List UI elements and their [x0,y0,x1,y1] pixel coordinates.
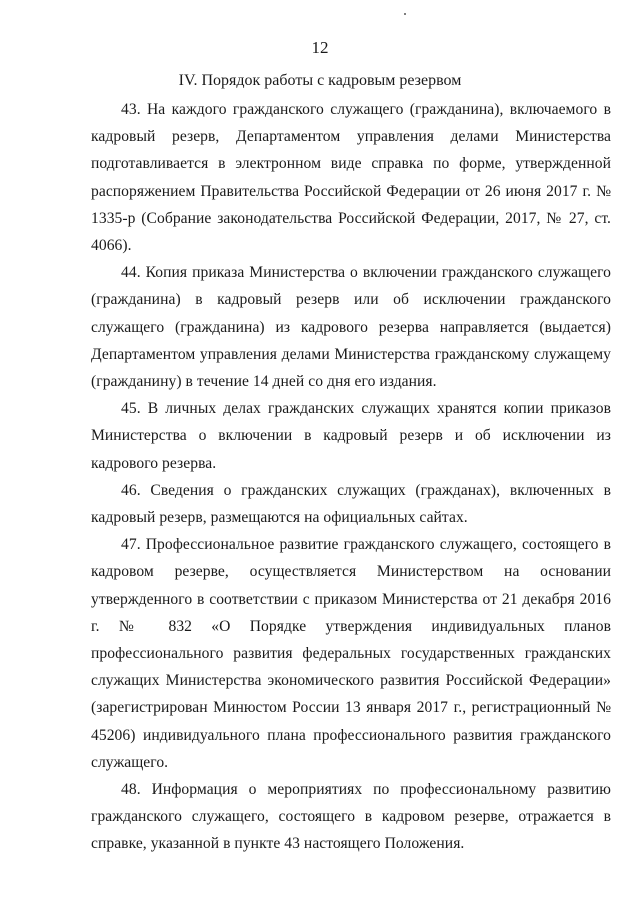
paragraph-44: 44. Копия приказа Министерства о включении гражданского служащего (гражданина) в кадровый резерв или об исключении гражданского служащего (гражданина) из кадрового резерва направляется (выдается) Департаментом управления делами Министерства гражданскому служащему (гражданину) в течение 14 дней со дня его издания. [91,264,611,391]
paragraph-47: 47. Профессиональное развитие гражданского служащего, состоящего в кадровом резерве, осуществляется Министерством на основании утвержденного в соответствии с приказом Министерства от 21 декабря 2016 г. № 832 «О Порядке утверждения индивидуальных планов профессионального развития федеральных государственных гражданских служащих Министерства экономического развития Российской Федерации» (зарегистрирован Минюстом России 13 января 2017 г., регистрационный № 45206) индивидуального плана профессионального развития гражданского служащего. [91,536,611,771]
section-heading: IV. Порядок работы с кадровым резервом [178,72,462,89]
scan-speck [404,13,406,15]
document-body [91,96,611,858]
page-number: 12 [311,38,329,57]
paragraph-43: 43. На каждого гражданского служащего (гражданина), включаемого в кадровый резерв, Департаментом управления делами Министерства подготавливается в электронном виде справка по форме, утвержденной распоряжением Правительства Российской Федерации от 26 июня 2017 г. № 1335-р (Собрание законодательства Российской Федерации, 2017, № 27, ст. 4066). [91,101,611,255]
paragraph-46: 46. Сведения о гражданских служащих (гражданах), включенных в кадровый резерв, размещаются на официальных сайтах. [91,481,611,527]
paragraph-45: 45. В личных делах гражданских служащих хранятся копии приказов Министерства о включении в кадровый резерв и об исключении из кадрового резерва. [91,400,611,472]
paragraph-48: 48. Информация о мероприятиях по профессиональному развитию гражданского служащего, состоящего в кадровом резерве, отражается в справке, указанной в пункте 43 настоящего Положения. [91,781,611,853]
